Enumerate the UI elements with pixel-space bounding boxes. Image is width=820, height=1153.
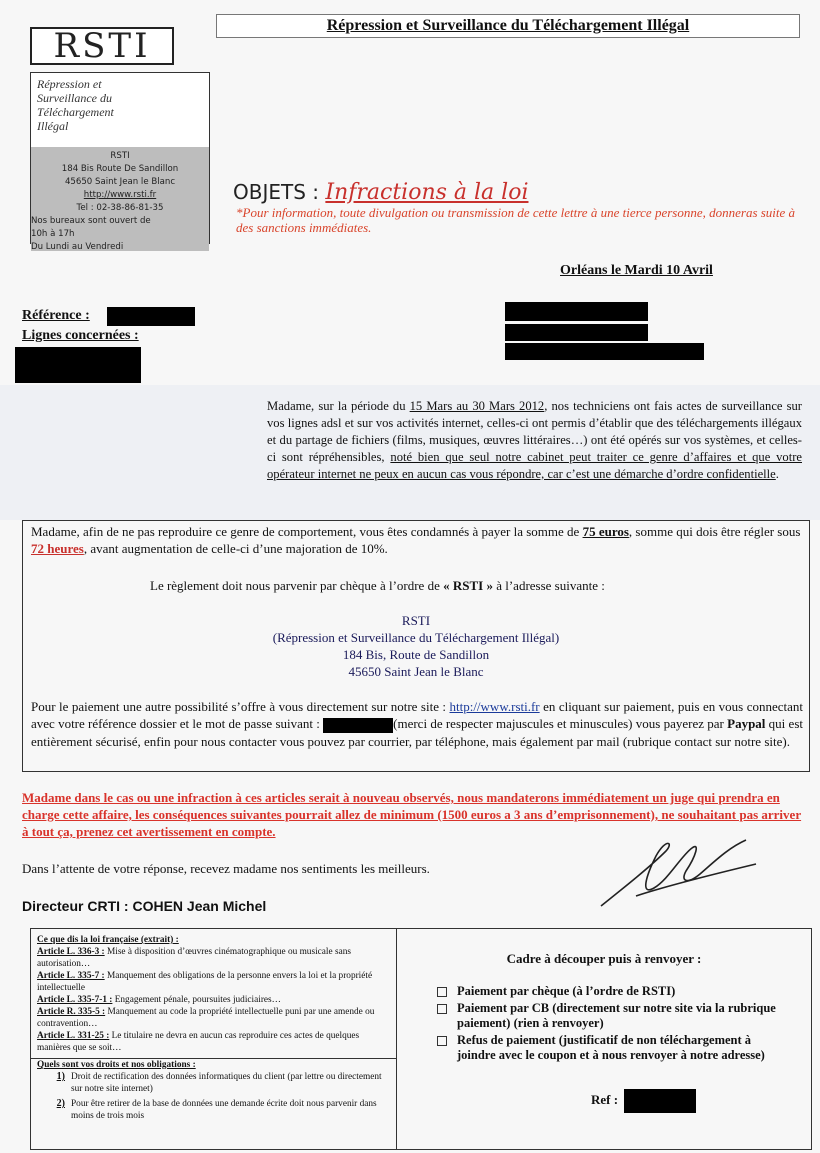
online-payment-paragraph [31,698,803,750]
addr-line: 45650 Saint Jean le Blanc [348,664,484,679]
closing-line: Dans l’attente de votre réponse, recevez madame nos sentiments les meilleurs. [22,861,430,876]
rights-heading: Quels sont vos droits et nos obligations : [37,1060,196,1070]
lines-label: Lignes concernées : [22,328,139,343]
article-text: Engagement pénale, poursuites judiciaires… [112,995,281,1005]
payee-name: « RSTI » [443,578,493,593]
addr-line: RSTI [401,613,431,628]
hours-line: 10h à 17h [31,229,75,239]
law-article [37,1030,390,1054]
website-link[interactable]: http://www.rsti.fr [83,190,157,200]
desc-line: Surveillance du [37,91,112,105]
online-text: qui est entièrement sécurisé, enfin pour nous contacter vous pouvez par courrier, par téléphone, mais également par mail (rubrique contact sur notre site). [31,716,803,749]
payment-address [23,612,809,680]
ref-label: Ref : [591,1091,619,1107]
desc-line: Illégal [37,119,69,133]
coupon-title: Cadre à découper puis à renvoyer : [506,951,702,966]
option-cheque[interactable] [437,984,797,999]
article-text: Manquement des obligations de la personne envers la loi et la propriété intellectuelle [37,971,373,993]
addr-line: (Répression et Surveillance du Téléchargement Illégal) [272,630,560,645]
redacted-recipient-city [505,343,704,360]
confidentiality-warning: *Pour information, toute divulgation ou transmission de cette lettre à une tierce personne, donneras suite à des sanctions immédiates. [236,205,796,235]
payment-box [22,520,810,772]
article-text: Manquement au code la propriété intellectuelle puni par une amende ou contravention… [37,1007,375,1029]
hours-line: Du Lundi au Vendredi [31,242,124,252]
checkbox[interactable] [437,987,447,997]
online-text: en cliquant sur paiement, puis en vous connectant avec votre référence dossier et le mot de passe suivant : [31,699,803,731]
addr-line: 45650 Saint Jean le Blanc [64,177,176,187]
redacted-reference [107,307,195,326]
subject-line [233,180,528,205]
para-text: . [775,467,779,481]
hours-line: Nos bureaux sont ouvert de [31,216,151,226]
fine-amount: 75 euros [582,524,629,539]
surveillance-paragraph [267,398,802,483]
article-ref: Article L. 335-7 : [37,971,105,981]
coupon-ref [591,1089,696,1113]
right-num: 2) [56,1098,65,1109]
redacted-recipient-name [505,302,648,321]
rsti-logo: RSTI [30,27,174,65]
fine-text: , avant augmentation de celle-ci d’une majoration de 10%. [83,541,388,556]
checkbox[interactable] [437,1004,447,1014]
instr-text: à l’adresse suivante : [492,578,605,593]
reference-label: Référence : [22,308,90,323]
sender-panel [30,72,210,252]
law-article [37,970,390,994]
para-text: , nos techniciens ont fais actes de surveillance sur vos lignes adsl et sur vos activités internet, celles-ci ont permis d’établir que des téléchargements illégaux et du partage de fichiers (films, musiques, œuvres littéraires…) ont été opérés sur vos systèmes, et celles-ci sont répréhensibles, [267,399,802,464]
right-item [37,1098,390,1122]
payment-delay: 72 heures [31,541,84,556]
payment-instruction [150,577,605,594]
para-text: Madame, sur la période du [267,399,410,413]
desc-line: Répression et [37,77,102,91]
article-text: Mise à disposition d’œuvres cinématographique ou musicale sans autorisation… [37,947,351,969]
option-label: Paiement par chèque (à l’ordre de RSTI) [457,984,676,998]
right-text: Droit de rectification des données informatiques du client (par lettre ou directement sur notre site internet) [71,1072,382,1094]
option-refus[interactable] [437,1033,797,1063]
redacted-recipient-street [505,324,648,341]
article-ref: Article L. 335-7-1 : [37,995,113,1005]
redacted-ref [624,1089,696,1113]
coupon-box [30,928,812,1150]
article-ref: Article L. 336-3 : [37,947,105,957]
sender-description [31,73,209,147]
confidential-notice: noté bien que seul notre cabinet peut traiter ce genre d’affaires et que votre opérateur internet ne peux en aucun cas vous répondre, car c’est une démarche d’ordre confidentielle [267,450,802,481]
letter-date: Orléans le Mardi 10 Avril [560,263,713,278]
return-coupon [397,929,811,1149]
online-text: Pour le paiement une autre possibilité s’offre à vous directement sur notre site : [31,699,450,714]
article-text: Le titulaire ne devra en aucun cas reproduire ces actes de quelques manières que se soit… [37,1031,360,1053]
redacted-password [323,718,393,733]
law-extract [31,929,397,1149]
desc-line: Téléchargement [37,105,114,119]
instr-text: Le règlement doit nous parvenir par chèque à l’ordre de [150,578,444,593]
header-banner: Répression et Surveillance du Téléchargement Illégal [216,14,800,38]
option-cb[interactable] [437,1001,797,1031]
addr-line: 184 Bis, Route de Sandillon [342,647,490,662]
legal-threat-warning: Madame dans le cas ou une infraction à ces articles serait à nouveau observés, nous mandaterons immédiatement un juge qui prendra en charge cette affaire, les conséquences suivantes pourrait allez de minimum (1500 euros a 3 ans d’emprisonnement), ne souhaitant pas arriver à tout ça, prenez cet avertissement en compte. [22,790,802,839]
law-article [37,946,390,970]
fine-text: , somme qui dois être régler sous [628,524,801,539]
fine-paragraph [31,523,801,557]
payment-site-link[interactable]: http://www.rsti.fr [449,699,540,714]
article-ref: Article R. 335-5 : [37,1007,106,1017]
subject-label: OBJETS : [233,180,320,204]
law-article [37,994,390,1006]
phone-number: Tel : 02-38-86-81-35 [76,203,164,213]
law-heading: Ce que dis la loi française (extrait) : [37,935,179,945]
option-label: Refus de paiement (justificatif de non téléchargement à joindre avec le coupon et à nous renvoyer à notre adresse) [457,1033,765,1062]
paypal-label: Paypal [727,716,766,731]
subject-value: Infractions à la loi [325,180,529,205]
redacted-lines [15,347,141,383]
option-label: Paiement par CB (directement sur notre site via la rubrique paiement) (rien à renvoyer) [457,1001,776,1030]
article-ref: Article L. 331-25 : [37,1031,110,1041]
right-num: 1) [56,1071,65,1082]
online-text: (merci de respecter majuscules et minuscules) vous payerez par [393,716,728,731]
checkbox[interactable] [437,1036,447,1046]
sender-address [31,147,209,251]
law-article [37,1006,390,1030]
fine-text: Madame, afin de ne pas reproduire ce genre de comportement, vous êtes condamnés à payer la somme de [31,524,583,539]
signatory: Directeur CRTI : COHEN Jean Michel [22,898,267,914]
addr-line: 184 Bis Route De Sandillon [61,164,179,174]
handwritten-signature [596,826,766,916]
surveillance-period: 15 Mars au 30 Mars 2012 [409,399,545,413]
right-text: Pour être retirer de la base de données une demande écrite doit nous parvenir dans moins de trois mois [71,1099,377,1121]
addr-line: RSTI [110,151,130,161]
right-item [37,1071,390,1095]
